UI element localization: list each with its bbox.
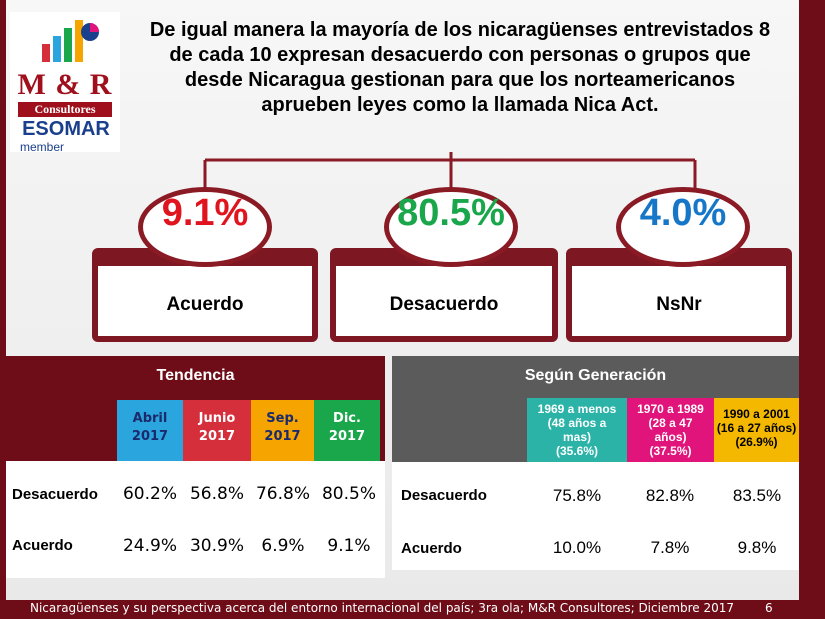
table-cell: 60.2% (122, 484, 177, 504)
chart-logo-icon (40, 14, 100, 66)
gen-line: (48 años a (547, 416, 607, 430)
gen-line: (35.6%) (555, 444, 599, 458)
table-cell: 76.8% (255, 484, 310, 504)
card-label: Desacuerdo (389, 294, 499, 315)
logo-subtitle: Consultores (18, 102, 112, 117)
generation-table (392, 356, 799, 570)
period-header-dic: Dic. 2017 (314, 400, 380, 461)
slide-title: De igual manera la mayoría de los nicaragüenses entrevistados 8 de cada 10 expresan desacuerdo con personas o grupos que desde Nicaragua gestionan para que los norteamericanos aprueben leyes como la llamada Nica Act. (149, 19, 771, 116)
page-number: 6 (765, 601, 773, 615)
table-cell: 24.9% (122, 536, 177, 556)
trend-table-title: Tendencia (156, 367, 235, 384)
row-label-acuerdo: Acuerdo (401, 540, 462, 557)
card-body (98, 266, 312, 336)
gen-line: mas) (562, 430, 591, 444)
generation-header-1970 (627, 398, 714, 462)
generation-header-1969 (527, 398, 627, 462)
gen-line: 1969 a menos (537, 402, 617, 416)
table-cell: 10.0% (552, 538, 602, 557)
row-label-desacuerdo: Desacuerdo (401, 487, 487, 504)
trend-table (6, 356, 385, 578)
logo-member: member (20, 140, 65, 154)
gen-line: (26.9%) (735, 435, 778, 449)
generation-table-title: Según Generación (524, 367, 667, 384)
footer-source: Nicaragüenses y su perspectiva acerca del entorno internacional del país; 3ra ola; M&R Consultores; Diciembre 2017 (30, 601, 735, 615)
table-cell: 80.5% (321, 484, 376, 504)
period-header-abril: Abril 2017 (117, 400, 183, 461)
value-label-acuerdo: 9.1% (161, 192, 249, 234)
table-cell: 6.9% (261, 536, 305, 556)
gen-line: 1970 a 1989 (637, 402, 704, 416)
card-body (572, 266, 786, 336)
table-cell: 9.8% (737, 538, 777, 557)
logo-brand: M & R (17, 68, 113, 101)
table-cell: 30.9% (189, 536, 244, 556)
table-cell: 9.1% (327, 536, 371, 556)
value-bubble-desacuerdo (384, 187, 518, 267)
card-label: NsNr (656, 294, 702, 315)
value-label-desacuerdo: 80.5% (397, 192, 505, 234)
table-cell: 82.8% (645, 486, 695, 505)
value-bubble-nsnr (616, 187, 750, 267)
gen-line: (28 a 47 (648, 416, 693, 430)
period-header-sep: Sep. 2017 (251, 400, 314, 461)
table-cell: 7.8% (650, 538, 690, 557)
value-bubble-acuerdo (138, 187, 272, 267)
generation-header-1990 (714, 398, 799, 462)
table-cell: 83.5% (732, 486, 782, 505)
gen-line: (16 a 27 años) (716, 421, 797, 435)
logo-org: ESOMAR (22, 118, 110, 140)
row-label-desacuerdo: Desacuerdo (12, 486, 98, 503)
row-label-acuerdo: Acuerdo (12, 537, 73, 554)
card-label: Acuerdo (166, 294, 244, 315)
period-header-junio: Junio 2017 (183, 400, 251, 461)
company-logo (10, 12, 120, 152)
card-body (336, 266, 552, 336)
gen-line: 1990 a 2001 (723, 407, 790, 421)
gen-line: años) (654, 430, 687, 444)
value-label-nsnr: 4.0% (639, 192, 727, 234)
gen-line: (37.5%) (649, 444, 692, 458)
table-cell: 75.8% (552, 486, 602, 505)
table-cell: 56.8% (189, 484, 244, 504)
